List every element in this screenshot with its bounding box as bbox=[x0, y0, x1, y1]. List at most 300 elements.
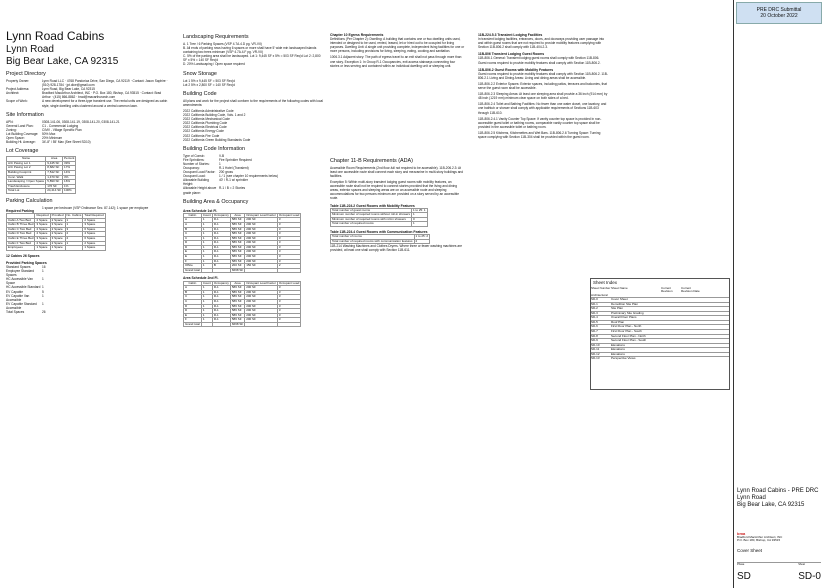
provided-row-value: 1 bbox=[42, 269, 44, 274]
firm-address: P.O. Box 180, Bishop, CA 93515 bbox=[737, 538, 781, 543]
phase-label: Phase bbox=[737, 563, 745, 566]
guest-rooms-cell: Total number of required rooms bbox=[331, 222, 412, 227]
parking-cell: 3 Space bbox=[35, 237, 50, 242]
area1-col: Area bbox=[230, 213, 244, 218]
lot-coverage-cell: Total Lot bbox=[7, 189, 46, 194]
area1-cell: R-1 bbox=[212, 222, 230, 227]
sleeping-text: 11B-806.2.3 Sleeping Areas: At least one sleeping area shall provide a 36 inch (914 mm) by 48 inch (1219 mm) minimum clear space on both sides of a bed. bbox=[478, 92, 608, 101]
area2-cell: 3 bbox=[277, 299, 300, 304]
code-info-row-value: 1 bbox=[219, 161, 221, 166]
lot-coverage-cell: Conc. Walk bbox=[7, 175, 46, 180]
area1-cell: 1 bbox=[201, 250, 212, 255]
sheet-index-name: Second Floor Plan - North bbox=[611, 333, 646, 338]
sheet-index-number: SD-13 bbox=[591, 356, 600, 361]
area2-cell: R-1 bbox=[212, 309, 230, 314]
parking-cell: Cabin D Two Bed bbox=[7, 232, 35, 237]
lot-coverage-cell: 5,890 SF bbox=[46, 180, 63, 185]
guest-rooms-cell: Minimum number of required rooms without roll-in showers bbox=[332, 212, 411, 217]
toilet-text: 11B-806.2.4 Toilet and Bathing Facilities: No fewer than one water closet, one lavatory, and one bathtub or shower shall comply with applicable requirements of Sections 11B-603 through 11B-610. bbox=[478, 102, 607, 115]
area1-cell: 1 bbox=[201, 259, 212, 264]
area1-cell bbox=[277, 268, 300, 273]
area1-cell: 3 bbox=[277, 241, 300, 246]
snow-heading: Snow Storage bbox=[183, 70, 217, 77]
comm-features-cell: Total number of required rooms with communication features bbox=[332, 238, 413, 243]
area1-cell: Grand total bbox=[185, 267, 200, 272]
guest-rooms-cell: 1 bbox=[412, 213, 428, 218]
lodging-heading: 11B-224.5.3 Transient Lodging Facilities bbox=[478, 33, 543, 37]
code-info-heading: Building Code Information bbox=[183, 145, 246, 152]
site-row-key: Building Ht. Average: bbox=[6, 140, 36, 145]
lot-coverage-cell: 17% bbox=[63, 166, 76, 171]
area1-cell: 1 bbox=[201, 245, 212, 250]
area1-cell: A bbox=[184, 218, 202, 223]
project-directory bbox=[6, 79, 168, 108]
sheet-index-name: Roof Plan bbox=[611, 319, 625, 324]
project-address-2: Big Bear Lake, CA 92315 bbox=[6, 55, 119, 67]
area2-cell: 200 SF bbox=[245, 318, 278, 323]
sheet-index-number: SD-10 bbox=[591, 342, 600, 347]
directory-row-key: Scope of Work: bbox=[6, 99, 28, 104]
area2-cell: 200 SF bbox=[245, 313, 278, 318]
area2-cell: 6668 SF bbox=[231, 321, 244, 326]
landscaping-item: B. All ends of parking rows having 6 spaces or more shall have 5' wide min landscaped islands containing two trees minimum (VSP 4.7A.4.F pg. VR-VII) bbox=[183, 46, 317, 55]
code-item: 2022 California Building Code, Vols. 1 and 2 bbox=[183, 113, 246, 118]
building-code-intro: All plans and work for the project shall conform to the requirements of the following codes with local amendments: bbox=[183, 98, 323, 107]
area1-cell: 200 SF bbox=[245, 250, 278, 255]
area2-cell: C bbox=[184, 299, 202, 304]
site-row-value: 34'-8" / 55' Max (See Sheet SD10) bbox=[42, 140, 91, 145]
area1-cell: R-1 bbox=[212, 232, 230, 237]
parking-cell: Cabin B Three Bed bbox=[8, 222, 34, 227]
guest-rooms-cell: Total number of guest rooms bbox=[331, 208, 412, 213]
area1-cell: A bbox=[184, 222, 202, 227]
area1-cell: 200 SF bbox=[245, 227, 278, 232]
area2-cell bbox=[245, 322, 278, 327]
titleblock-firm bbox=[737, 532, 821, 543]
area1-cell: 1 bbox=[201, 232, 212, 237]
lot-coverage-col: Area bbox=[46, 157, 63, 162]
snow-item: Lot 2 5% x 2,800 SF = 140 SF Req'd bbox=[183, 82, 235, 87]
area1-cell: C bbox=[184, 232, 202, 237]
parking-cell: 2 Space bbox=[83, 241, 105, 246]
provided-row-value: 5 bbox=[42, 289, 44, 294]
area2-cell: 3 bbox=[277, 309, 300, 314]
sheet-title: Cover Sheet bbox=[737, 548, 763, 553]
parking-cell: 2 Space bbox=[35, 227, 50, 232]
area1-cell: 1 bbox=[201, 218, 212, 223]
sheet-index-number: SD-7 bbox=[591, 329, 598, 334]
code-info-row-value: Fire Sprinkler Required bbox=[219, 157, 252, 162]
project-name: Lynn Road Cabins bbox=[6, 30, 105, 43]
parking-cell: 3 Space bbox=[50, 237, 65, 242]
parking-cell: 1 bbox=[65, 223, 83, 228]
area1-cell: 586 SF bbox=[230, 227, 244, 232]
ada-text: Accessible Room Requirements (2nd floor-full not required to be accessible). 11B-206.2.3: At least one accessible route shall connect each story and mezzanine in multi-story buildings and facilities. bbox=[330, 165, 464, 178]
sheet-index-number: SD-5 bbox=[591, 319, 598, 324]
area2-cell bbox=[201, 322, 212, 327]
titleblock-address-2: Big Bear Lake, CA 92315 bbox=[737, 502, 805, 508]
code-item: 2022 California Mechanical Code bbox=[183, 117, 230, 122]
sheet-index-name: Preliminary Site Grading bbox=[611, 310, 644, 315]
area2-cell: 586 SF bbox=[230, 299, 244, 304]
parking-heading: Parking Calculation bbox=[6, 197, 53, 204]
area2-cell: E bbox=[184, 313, 202, 318]
area2-cell: 586 SF bbox=[230, 313, 244, 318]
area2-cell: R-1 bbox=[212, 313, 230, 318]
lot-coverage-cell: 24,414 SF bbox=[47, 188, 62, 193]
code-info-row-key: Fire Sprinklers: bbox=[183, 157, 205, 162]
site-row-key: Lot Building Coverage: bbox=[6, 131, 39, 136]
area1-cell: 586 SF bbox=[230, 236, 244, 241]
parking-cell: 2 Space bbox=[35, 232, 50, 237]
comm-features-row bbox=[331, 239, 430, 244]
lot-coverage-row bbox=[7, 189, 76, 194]
parking-cell: 2 bbox=[65, 237, 83, 242]
code-info-row-value: R-1 Hotel (Transient) bbox=[219, 165, 249, 170]
area2-cell: 586 SF bbox=[230, 318, 244, 323]
area2-cell: 3 bbox=[277, 313, 300, 318]
area1-cell: 586 SF bbox=[230, 222, 244, 227]
required-parking-label: Required Parking bbox=[6, 208, 35, 213]
area2-cell: 200 SF bbox=[245, 290, 278, 295]
parking-cell: 3 bbox=[65, 227, 83, 232]
comm-table-title: Table 11B-224.4 Guest Rooms with Communication Features bbox=[330, 229, 428, 234]
sheet-index-number: SD-11 bbox=[591, 347, 600, 352]
code-item: 2022 California Green Building Standards Code bbox=[183, 137, 251, 142]
sheet-index-name: Overall Floor Plans bbox=[611, 315, 637, 320]
provided-parking-list bbox=[6, 265, 168, 314]
area2-cell: 586 SF bbox=[230, 295, 244, 300]
area1-cell: D bbox=[184, 245, 202, 250]
parking-cell: 2 bbox=[65, 232, 83, 237]
site-row-value: 50% Max bbox=[42, 131, 56, 136]
sheet-index bbox=[590, 278, 730, 390]
area2-cell: 1 bbox=[201, 286, 212, 291]
area2-cell: 1 bbox=[201, 304, 212, 309]
comm-features-cell: Total number of rooms bbox=[331, 235, 415, 240]
parking-cell: Cabin F Two Bed bbox=[7, 241, 35, 246]
firm-logo: bma bbox=[737, 531, 746, 536]
area2-cell: R-1 bbox=[212, 318, 230, 323]
mobility-text: Guest rooms required to provide mobility features shall comply with Section 11B-806.2. 11B-806.2.1 Living and Dining Areas: Living and dining areas shall be accessible. bbox=[478, 71, 608, 80]
site-row-key: Zoning: bbox=[6, 127, 17, 132]
provided-row-key: HC Accessible Standard bbox=[6, 285, 41, 290]
code-info-row bbox=[183, 186, 323, 194]
code-info-row bbox=[183, 178, 323, 186]
area1-cell: 586 SF bbox=[230, 250, 244, 255]
area1-cell: 2 bbox=[277, 264, 300, 269]
parking-cell: Cabin C Two Bed bbox=[7, 227, 35, 232]
parking-cell: 1 Space bbox=[35, 246, 50, 251]
comm-features-table bbox=[330, 234, 430, 244]
provided-parking-heading: Provided Parking Spaces bbox=[6, 260, 47, 265]
project-address-1: Lynn Road bbox=[6, 44, 54, 55]
area1-col: Count bbox=[202, 212, 211, 217]
parking-cell: Employees bbox=[7, 246, 35, 251]
parking-cell: 3 Space bbox=[50, 223, 65, 228]
area1-cell: R-1 bbox=[212, 255, 230, 260]
sheet-index-name: Cover Sheet bbox=[611, 297, 628, 302]
provided-row-value: 1 bbox=[42, 301, 44, 306]
sheet-index-name: Site Plan bbox=[611, 306, 624, 311]
area2-cell: B bbox=[184, 290, 202, 295]
area1-cell: 1 bbox=[201, 255, 212, 260]
parking-table bbox=[6, 213, 106, 251]
egress-more: 1006.3.1 Adjacent story: The path of egress travel to an exit shall not pass through more than one story. Exception 1: In Group R-1 Occupancies, exit access stairways connecting four stories or less serving and contained within an individual dwelling unit or sleeping unit. bbox=[330, 55, 462, 68]
area2-cell: R-1 bbox=[212, 290, 230, 295]
area2-cell: D bbox=[184, 309, 202, 314]
lot-coverage-cell: 8,682 SF bbox=[46, 166, 63, 171]
guest-rooms-table bbox=[330, 208, 428, 227]
area1-cell: 200 SF bbox=[245, 222, 278, 227]
vanity-text: 11B-806.2.4.1 Vanity Counter Top Space: If vanity counter top space is provided in non-accessible guest toilet or bathing rooms, comparable vanity counter top space shall be provided in the accessible toilet or bathing room. bbox=[478, 116, 602, 129]
code-item: 2022 California Energy Code bbox=[183, 129, 224, 134]
area1-cell: 586 SF bbox=[230, 259, 244, 264]
area2-cell: 200 SF bbox=[245, 286, 278, 291]
sheet-index-col: Sheet Number bbox=[591, 285, 611, 290]
provided-row-value: 26 bbox=[42, 310, 46, 315]
sheet-index-number: SD-4 bbox=[591, 315, 598, 320]
code-info-row-value: R-1 / B = 2 Stories bbox=[219, 186, 246, 191]
code-item: 2022 California Administrative Code bbox=[183, 108, 234, 113]
area1-cell bbox=[201, 268, 212, 273]
area1-cell: 200 SF bbox=[230, 264, 244, 269]
area1-cell: 1 bbox=[201, 222, 212, 227]
sheet-number-block bbox=[737, 562, 821, 584]
area1-cell: 586 SF bbox=[230, 232, 244, 237]
area1-cell bbox=[245, 268, 278, 273]
area2-cell: 586 SF bbox=[230, 286, 244, 291]
sheet-index-name: Second Floor Plan - South bbox=[611, 338, 647, 343]
area2-cell: R-1 bbox=[212, 304, 230, 309]
area1-cell: B bbox=[212, 264, 230, 269]
area1-cell: R-1 bbox=[212, 245, 230, 250]
area2-cell: 1 bbox=[201, 309, 212, 314]
lot-coverage-cell: Trash Enclosure bbox=[7, 184, 46, 189]
area1-cell: 200 SF bbox=[245, 259, 278, 264]
area1-cell: 150 SF bbox=[245, 264, 278, 269]
parking-cell: 1 bbox=[65, 218, 83, 223]
column-3 bbox=[330, 30, 465, 254]
lot-coverage-cell: Building Footprint bbox=[7, 171, 46, 176]
code-item: 2022 California Fire Code bbox=[183, 133, 220, 138]
lot-coverage-heading: Lot Coverage bbox=[6, 148, 39, 155]
firm-name: Bradford MacArthur Architect, INC bbox=[737, 534, 783, 539]
area2-cell: D bbox=[184, 304, 202, 309]
mobility-heading: 11B-806.2 Guest Rooms with Mobility Features bbox=[478, 67, 554, 72]
code-info-row-key: Allowable Height above grade plane: bbox=[183, 186, 217, 195]
ada-more: Exception 5: Within multi-story transient lodging guest rooms with mobility features, an accessible route shall not be required to connect stories provided that the living and dining areas, exterior spaces and sleeping areas are on an accessible route and sleeping accommodations for two persons minimum are provided on a story served by an accessible route. bbox=[330, 180, 459, 201]
area1-cell: 1 bbox=[201, 236, 212, 241]
parking-cell: 6 Space bbox=[83, 237, 105, 242]
area2-col: Count bbox=[202, 280, 211, 285]
area1-cell: R-1 bbox=[212, 227, 230, 232]
comm-features-cell: 2 bbox=[414, 239, 430, 244]
area1-col: Occupant Load bbox=[278, 212, 300, 217]
site-row-value: 0308-141-06, 0308-141-19, 0308-141-20, 0308-141-21 bbox=[42, 119, 120, 124]
code-info-row-key: Occupant Load: bbox=[183, 174, 206, 179]
sheet-index-number: SD-3 bbox=[591, 310, 598, 315]
lot-coverage-cell: 14% bbox=[63, 171, 76, 176]
parking-cell: 2 Space bbox=[83, 218, 105, 223]
snow-list bbox=[183, 79, 323, 87]
guest-rooms-heading: 11B-806 Transient Lodging Guest Rooms bbox=[478, 52, 545, 57]
snow-item: Lot 1 5% x 9,445 SF = 503 SF Req'd bbox=[183, 78, 235, 83]
area2-cell: 586 SF bbox=[230, 309, 244, 314]
area1-row bbox=[184, 268, 301, 273]
code-info-row-value: 40' / R-1 w/ sprinkler bbox=[219, 178, 248, 183]
area1-cell: 6668 SF bbox=[231, 267, 244, 272]
lodging-text: In transient lodging facilities, entrances, doors, and doorways providing user passage into and within guest rooms that are not required to provide mobility features complying with Section 11B-806.2 shall comply with 11B-404.2.3. bbox=[478, 37, 605, 50]
area1-cell: R-1 bbox=[212, 250, 230, 255]
code-info-row-value: 200 gross bbox=[219, 170, 233, 175]
area1-cell: 1 bbox=[201, 241, 212, 246]
parking-cell: 2 Space bbox=[50, 227, 65, 232]
sheet-index-number: SD-0 bbox=[591, 297, 598, 302]
site-information bbox=[6, 120, 168, 145]
guest-rooms-cell: 1 to 25: 1 bbox=[413, 207, 426, 212]
lot-coverage-cell: 39% bbox=[63, 161, 76, 166]
area2-cell: 1 bbox=[201, 313, 212, 318]
parking-row bbox=[7, 246, 106, 251]
area1-cell: 3 bbox=[277, 245, 300, 250]
parking-col: Provided bbox=[51, 213, 64, 218]
area2-col: Area bbox=[230, 281, 244, 286]
code-info-row-value: V-B bbox=[219, 153, 225, 158]
area2-cell: 3 bbox=[277, 290, 300, 295]
parking-cell: 2 Space bbox=[35, 218, 50, 223]
parking-cell: 2 Space bbox=[50, 241, 65, 246]
area1-cell: 3 bbox=[277, 227, 300, 232]
parking-col: Required bbox=[36, 213, 49, 218]
code-info-row-key: Occupancy: bbox=[183, 165, 200, 170]
site-row-value: 20% Minimum bbox=[42, 136, 63, 141]
site-row-value: C/MV - Village Specific Plan bbox=[42, 127, 82, 132]
area1-cell: 586 SF bbox=[230, 218, 244, 223]
sheet-index-row bbox=[591, 356, 729, 361]
area2-cell: F bbox=[184, 318, 202, 323]
sheet-label: Sheet bbox=[798, 563, 805, 566]
area2-col: Occupant Load bbox=[278, 280, 300, 285]
area2-cell bbox=[212, 322, 230, 327]
sheet-index-number: SD-8 bbox=[591, 333, 598, 338]
parking-cell: 1 bbox=[65, 241, 83, 246]
sheet-index-discipline: Architectural bbox=[591, 292, 608, 297]
area1-cell: Office bbox=[184, 264, 202, 269]
area1-cell: 3 bbox=[277, 218, 300, 223]
area-schedule-2 bbox=[183, 281, 301, 328]
code-item: 2022 California Plumbing Code bbox=[183, 121, 228, 126]
area1-cell: 200 SF bbox=[245, 241, 278, 246]
lot-coverage-col: Name bbox=[7, 157, 46, 162]
area2-cell: 200 SF bbox=[245, 309, 278, 314]
titleblock-address-1: Lynn Road bbox=[737, 495, 766, 501]
area2-cell: C bbox=[184, 295, 202, 300]
area2-cell: R-1 bbox=[212, 299, 230, 304]
area1-cell: 200 SF bbox=[245, 232, 278, 237]
lot-coverage-table bbox=[6, 156, 76, 194]
area2-cell bbox=[277, 322, 300, 327]
code-info-row-key: Allowable Building Height: bbox=[183, 178, 209, 187]
provided-row bbox=[6, 302, 168, 310]
area1-cell: E bbox=[184, 250, 202, 255]
lot-coverage-cell: A/C Paving Lot 1 bbox=[7, 161, 46, 166]
project-directory-heading: Project Directory bbox=[6, 71, 46, 77]
area2-cell: 200 SF bbox=[245, 299, 278, 304]
site-row-key: APN: bbox=[6, 119, 14, 124]
parking-cell: 4 Space bbox=[83, 232, 105, 237]
kitchen-text: 11B-806.2.5 Kitchens, Kitchenettes and Wet Bars. 11B-806.2.6 Turning Space: Turning space complying with Section 11B-304 shall be provided within the guest room. bbox=[478, 130, 601, 139]
landscaping-list bbox=[183, 42, 323, 67]
building-code-heading: Building Code bbox=[183, 90, 217, 97]
code-info-list bbox=[183, 154, 323, 195]
area2-cell: 200 SF bbox=[245, 304, 278, 309]
provided-row bbox=[6, 277, 168, 285]
submittal-date: 20 October 2022 bbox=[760, 13, 798, 19]
area2-cell: A bbox=[184, 286, 202, 291]
area1-cell: 1 bbox=[201, 227, 212, 232]
area-schedule-1 bbox=[183, 213, 301, 274]
guest-rooms-text: 11B-806.1 General: Transient lodging guest rooms shall comply with Section 11B-806. Guest rooms required to provide mobility features shall comply with Section 11B-806.2. bbox=[478, 56, 601, 65]
provided-row-value: 1 bbox=[42, 277, 44, 282]
directory-row bbox=[6, 79, 168, 87]
parking-col: No. Cabins bbox=[66, 213, 82, 218]
provided-row-key: Standard Spaces bbox=[6, 265, 31, 269]
column-2 bbox=[183, 30, 323, 327]
area1-cell: 3 bbox=[277, 232, 300, 237]
title-block bbox=[733, 0, 823, 588]
sheet-index-name: Demolition Site Plan bbox=[611, 301, 639, 306]
directory-row-key: Project Address: bbox=[6, 87, 30, 92]
sheet-index-heading: Sheet Index bbox=[593, 280, 618, 285]
landscaping-item: A. 1 Tree / 6 Parking Spaces (VSP 4.7A.4.D pg. VR-VII) bbox=[183, 42, 262, 46]
sheet-index-name: First Floor Plan - North bbox=[611, 324, 642, 329]
area2-cell: 3 bbox=[277, 295, 300, 300]
guest-rooms-row bbox=[331, 222, 428, 227]
area1-cell: 200 SF bbox=[245, 236, 278, 241]
lot-coverage-cell: 7,542 SF bbox=[46, 171, 63, 176]
lot-coverage-cell: 1% bbox=[63, 184, 76, 189]
area2-col: Cabin bbox=[184, 281, 202, 286]
area2-cell: 1 bbox=[201, 318, 212, 323]
area1-cell: 586 SF bbox=[230, 245, 244, 250]
provided-row bbox=[6, 310, 168, 314]
site-row-key: Open Space: bbox=[6, 136, 25, 141]
parking-cell: 1 Space bbox=[50, 246, 65, 251]
sheet-index-number: SD-1 bbox=[591, 301, 598, 306]
code-info-row-key: Occupant Load Factor: bbox=[183, 170, 216, 175]
provided-row-value: 1 bbox=[42, 285, 44, 290]
sheet-index-rows bbox=[591, 287, 729, 361]
sheet-index-number: SD-9 bbox=[591, 338, 598, 343]
area2-cell: 1 bbox=[201, 290, 212, 295]
lot-coverage-cell: A/C Paving Lot 2 bbox=[7, 166, 46, 171]
area1-cell: 1 bbox=[201, 264, 212, 269]
area1-cell: R-1 bbox=[212, 236, 230, 241]
area2-cell: 586 SF bbox=[230, 304, 244, 309]
building-code-list bbox=[183, 109, 323, 142]
area1-cell: 3 bbox=[277, 255, 300, 260]
provided-row-key: EV Capable bbox=[6, 289, 24, 294]
area1-cell: R-1 bbox=[212, 218, 230, 223]
directory-row-key: Property Owner: bbox=[6, 79, 30, 83]
column-1 bbox=[6, 30, 168, 314]
site-row bbox=[6, 140, 168, 144]
sheet-index-col: Current Revision bbox=[661, 285, 673, 294]
titleblock-project bbox=[737, 488, 821, 509]
lot-coverage-cell: 100% bbox=[63, 189, 76, 194]
area2-cell: 1 bbox=[201, 295, 212, 300]
